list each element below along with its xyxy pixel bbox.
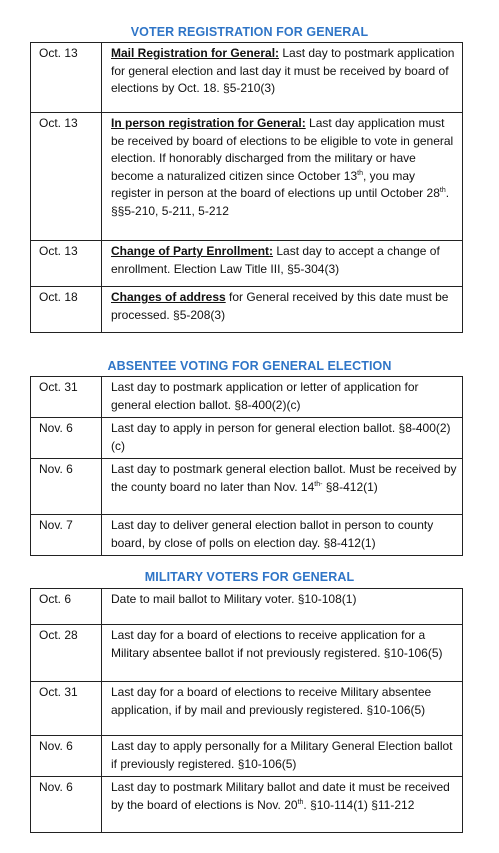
- row-date: Oct. 6: [31, 589, 102, 625]
- row-date: Nov. 7: [31, 515, 102, 556]
- row-lead: In person registration for General:: [111, 116, 306, 130]
- table-row: [31, 515, 463, 556]
- row-date: Oct. 13: [31, 43, 102, 113]
- table-row: [31, 589, 463, 625]
- row-description: [102, 459, 463, 515]
- row-text: Last day to apply personally for a Military General Election ballot if previously registered. §10-106(5): [111, 739, 453, 771]
- row-text: Last day for a board of elections to receive application for a Military absentee ballot if not previously registered. §10-106(5): [111, 628, 443, 660]
- ordinal-suffix: th: [297, 798, 304, 806]
- registration-table: [30, 42, 463, 333]
- row-date: Oct. 31: [31, 682, 102, 736]
- row-date: Oct. 28: [31, 625, 102, 682]
- row-lead: Change of Party Enrollment:: [111, 244, 274, 258]
- row-lead: Changes of address: [111, 290, 226, 304]
- row-text: Last day to accept a change of enrollment. Election Law Title III, §5-304(3): [111, 244, 440, 276]
- row-date: Nov. 6: [31, 777, 102, 833]
- row-text: Last day application must be received by board of elections to be eligible to vote in general election. If honorably discharged from the military or have become a naturalized citizen since October 13: [111, 116, 454, 183]
- military-table: [30, 588, 463, 833]
- table-row: [31, 736, 463, 777]
- row-text: Last day to postmark general election ballot. Must be received by the county board no later than Nov. 14: [111, 462, 457, 494]
- row-text: . §§5-210, 5-211, 5-212: [111, 186, 450, 218]
- row-text: Last day for a board of elections to receive Military absentee application, if by mail and previously registered. §10-106(5): [111, 685, 432, 717]
- row-text: §8-412(1): [322, 479, 378, 494]
- row-text: Last day to postmark application for general election and last day it must be received by board of elections by Oct. 18. §5-210(3): [111, 46, 455, 95]
- row-description: [102, 43, 463, 113]
- table-row: [31, 241, 463, 287]
- row-description: [102, 377, 463, 418]
- row-text: Last day to postmark application or letter of application for general election ballot. §8-400(2)(c): [111, 380, 419, 412]
- row-text: , you may register in person at the board of elections up until October 28: [111, 168, 440, 200]
- ordinal-suffix: th-: [314, 480, 323, 488]
- row-description: [102, 287, 463, 333]
- ordinal-suffix: th: [357, 169, 363, 177]
- table-row: [31, 287, 463, 333]
- section-heading: ABSENTEE VOTING FOR GENERAL ELECTION: [107, 359, 392, 373]
- section-heading: MILITARY VOTERS FOR GENERAL: [144, 570, 355, 584]
- row-text: Last day to postmark Military ballot and date it must be received by the board of elections is Nov. 20: [111, 780, 450, 812]
- row-date: Nov. 6: [31, 418, 102, 459]
- row-description: [102, 736, 463, 777]
- row-description: [102, 682, 463, 736]
- table-row: [31, 43, 463, 113]
- row-description: [102, 625, 463, 682]
- table-row: [31, 459, 463, 515]
- row-text: Last day to apply in person for general election ballot. §8-400(2)(c): [111, 421, 451, 453]
- row-description: [102, 777, 463, 833]
- row-text: Last day to deliver general election ballot in person to county board, by close of polls on election day. §8-412(1): [111, 518, 434, 550]
- row-text: Date to mail ballot to Military voter. §10-108(1): [111, 592, 357, 606]
- row-description: [102, 418, 463, 459]
- row-lead: Mail Registration for General:: [111, 46, 280, 60]
- row-description: [102, 241, 463, 287]
- row-date: Oct. 13: [31, 113, 102, 241]
- row-description: [102, 515, 463, 556]
- table-row: [31, 113, 463, 241]
- row-description: [102, 113, 463, 241]
- row-date: Oct. 18: [31, 287, 102, 333]
- row-date: Oct. 31: [31, 377, 102, 418]
- row-text: for General received by this date must be processed. §5-208(3): [111, 290, 449, 322]
- table-row: [31, 418, 463, 459]
- table-row: [31, 777, 463, 833]
- table-row: [31, 682, 463, 736]
- row-text: . §10-114(1) §11-212: [303, 797, 415, 812]
- row-date: Oct. 13: [31, 241, 102, 287]
- ordinal-suffix: th: [439, 187, 446, 194]
- absentee-table: [30, 376, 463, 556]
- table-row: [31, 377, 463, 418]
- section-heading: VOTER REGISTRATION FOR GENERAL: [130, 25, 369, 39]
- row-description: [102, 589, 463, 625]
- table-row: [31, 625, 463, 682]
- row-date: Nov. 6: [31, 736, 102, 777]
- row-date: Nov. 6: [31, 459, 102, 515]
